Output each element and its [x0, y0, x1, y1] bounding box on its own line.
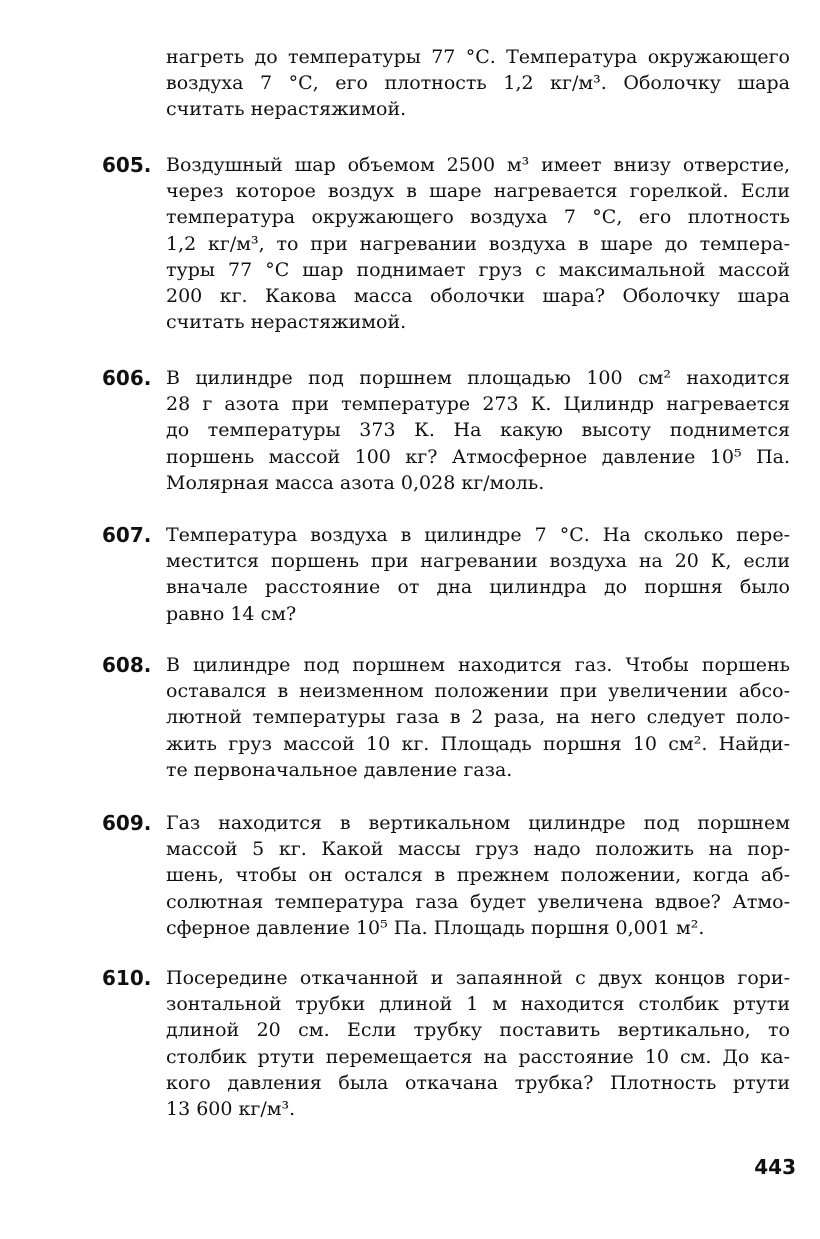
text-line: туры 77 °С шар поднимает груз с максимальной массой — [166, 258, 790, 281]
text-line: через которое воздух в шаре нагревается горелкой. Если — [166, 180, 790, 203]
text-line: поршень массой 100 кг? Атмосферное давление 10⁵ Па. — [166, 445, 790, 468]
problem-number: 605. — [102, 153, 152, 177]
text-line: зонтальной трубки длиной 1 м находится столбик ртути — [166, 993, 790, 1016]
text-line: до температуры 373 К. На какую высоту поднимется — [166, 419, 790, 442]
text-line: 1,2 кг/м³, то при нагревании воздуха в шаре до темпера- — [166, 232, 790, 255]
text-line: солютная температура газа будет увеличена вдвое? Атмо- — [166, 890, 790, 913]
text-line: кого давления была откачана трубка? Плотность ртути — [166, 1071, 790, 1094]
problem-text — [166, 810, 790, 941]
text-line: массой 5 кг. Какой массы груз надо положить на пор- — [166, 838, 790, 861]
text-line: считать нерастяжимой. — [166, 311, 407, 334]
problem-text — [166, 965, 790, 1122]
text-line: оставался в неизменном положении при увеличении абсо- — [166, 680, 790, 703]
text-line: 13 600 кг/м³. — [166, 1097, 296, 1120]
text-line: Газ находится в вертикальном цилиндре под поршнем — [166, 812, 790, 834]
text-line: Температура воздуха в цилиндре 7 °С. На сколько пере- — [166, 524, 790, 546]
text-line: считать нерастяжимой. — [166, 98, 407, 121]
text-line: нагреть до температуры 77 °С. Температура окружающего — [166, 46, 790, 68]
text-line: воздуха 7 °С, его плотность 1,2 кг/м³. Оболочку шара — [166, 72, 790, 95]
text-line: местится поршень при нагревании воздуха на 20 К, если — [166, 550, 790, 573]
text-line: сферное давление 10⁵ Па. Площадь поршня 0,001 м². — [166, 916, 705, 939]
page-number: 443 — [754, 1155, 796, 1179]
text-line: лютной температуры газа в 2 раза, на него следует поло- — [166, 706, 790, 729]
text-line: В цилиндре под поршнем находится газ. Чтобы поршень — [166, 654, 790, 676]
problem-text — [166, 365, 790, 496]
problem-text — [166, 652, 790, 783]
continued-problem-text — [166, 44, 790, 123]
text-line: столбик ртути перемещается на расстояние 10 см. До ка- — [166, 1045, 790, 1068]
problem-number: 608. — [102, 653, 152, 677]
problem-number: 607. — [102, 523, 152, 547]
text-line: температура окружающего воздуха 7 °С, его плотность — [166, 206, 790, 229]
text-line: Посередине откачанной и запаянной с двух концов гори- — [166, 967, 790, 989]
problem-number: 609. — [102, 811, 152, 835]
text-line: 200 кг. Какова масса оболочки шара? Оболочку шара — [166, 284, 790, 307]
text-line: шень, чтобы он остался в прежнем положении, когда аб- — [166, 864, 790, 887]
text-line: 28 г азота при температуре 273 К. Цилиндр нагревается — [166, 393, 790, 416]
problem-text — [166, 152, 790, 335]
text-line: жить груз массой 10 кг. Площадь поршня 10 см². Найди- — [166, 732, 790, 755]
problem-text — [166, 522, 790, 627]
text-line: равно 14 см? — [166, 602, 297, 625]
text-line: те первоначальное давление газа. — [166, 758, 513, 781]
problem-number: 606. — [102, 366, 152, 390]
problem-number: 610. — [102, 966, 152, 990]
text-line: вначале расстояние от дна цилиндра до поршня было — [166, 576, 790, 599]
text-line: Молярная масса азота 0,028 кг/моль. — [166, 471, 545, 494]
text-line: Воздушный шар объемом 2500 м³ имеет внизу отверстие, — [166, 154, 790, 176]
text-line: длиной 20 см. Если трубку поставить вертикально, то — [166, 1019, 790, 1042]
text-line: В цилиндре под поршнем площадью 100 см² находится — [166, 367, 790, 389]
